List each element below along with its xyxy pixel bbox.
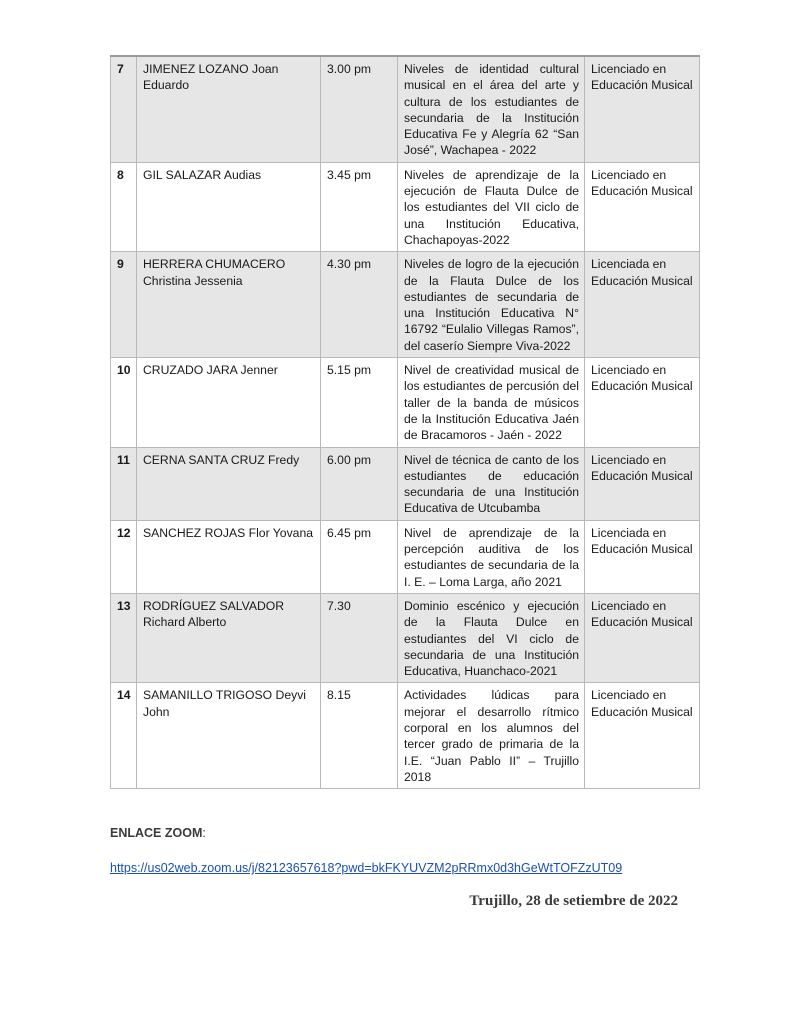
degree: Licenciado en Educación Musical [585, 162, 700, 251]
time-slot: 7.30 [321, 593, 398, 682]
student-name: HERRERA CHUMACERO Christina Jessenia [137, 252, 321, 358]
date-line: Trujillo, 28 de setiembre de 2022 [469, 893, 678, 909]
thesis-title: Niveles de identidad cultural musical en el área del arte y cultura de los estudiantes de secundaria de la Institución Educativa Fe y Alegría 62 “San José”, Wachapea - 2022 [398, 56, 585, 162]
table-row [111, 162, 700, 251]
table-row [111, 252, 700, 358]
row-number: 9 [111, 252, 137, 358]
student-name: CERNA SANTA CRUZ Fredy [137, 447, 321, 520]
zoom-heading-text: ENLACE ZOOM [110, 826, 203, 840]
table-row [111, 683, 700, 789]
thesis-title: Nivel de técnica de canto de los estudiantes de educación secundaria de una Institución Educativa de Utcubamba [398, 447, 585, 520]
table-row [111, 520, 700, 593]
time-slot: 5.15 pm [321, 358, 398, 447]
table-row [111, 593, 700, 682]
zoom-heading-colon: : [202, 826, 206, 840]
student-name: SAMANILLO TRIGOSO Deyvi John [137, 683, 321, 789]
thesis-title: Dominio escénico y ejecución de la Flauta Dulce en estudiantes del VI ciclo de secundaria de una Institución Educativa, Huanchaco-2021 [398, 593, 585, 682]
degree: Licenciado en Educación Musical [585, 56, 700, 162]
time-slot: 8.15 [321, 683, 398, 789]
time-slot: 3.45 pm [321, 162, 398, 251]
thesis-title: Niveles de logro de la ejecución de la Flauta Dulce de los estudiantes de secundaria de una Institución Educativa N° 16792 “Eulalio Villegas Ramos”, del caserío Siempre Viva-2022 [398, 252, 585, 358]
thesis-title: Nivel de creatividad musical de los estudiantes de percusión del taller de la banda de músicos de la Institución Educativa Jaén de Bracamoros - Jaén - 2022 [398, 358, 585, 447]
student-name: CRUZADO JARA Jenner [137, 358, 321, 447]
table-row [111, 447, 700, 520]
degree: Licenciado en Educación Musical [585, 593, 700, 682]
time-slot: 6.00 pm [321, 447, 398, 520]
row-number: 11 [111, 447, 137, 520]
table-row [111, 358, 700, 447]
thesis-title: Nivel de aprendizaje de la percepción auditiva de los estudiantes de secundaria de la I. E. – Loma Larga, año 2021 [398, 520, 585, 593]
student-name: GIL SALAZAR Audias [137, 162, 321, 251]
zoom-heading [110, 826, 206, 840]
degree: Licenciado en Educación Musical [585, 447, 700, 520]
degree: Licenciado en Educación Musical [585, 358, 700, 447]
thesis-title: Niveles de aprendizaje de la ejecución de Flauta Dulce de los estudiantes del VII ciclo de una Institución Educativa, Chachapoyas-2022 [398, 162, 585, 251]
row-number: 12 [111, 520, 137, 593]
degree: Licenciada en Educación Musical [585, 520, 700, 593]
row-number: 7 [111, 56, 137, 162]
student-name: SANCHEZ ROJAS Flor Yovana [137, 520, 321, 593]
time-slot: 4.30 pm [321, 252, 398, 358]
thesis-title: Actividades lúdicas para mejorar el desarrollo rítmico corporal en los alumnos del tercer grado de primaria de la I.E. “Juan Pablo II” – Trujillo 2018 [398, 683, 585, 789]
row-number: 8 [111, 162, 137, 251]
student-name: JIMENEZ LOZANO Joan Eduardo [137, 56, 321, 162]
student-name: RODRÍGUEZ SALVADOR Richard Alberto [137, 593, 321, 682]
table-row [111, 56, 700, 162]
degree: Licenciada en Educación Musical [585, 252, 700, 358]
row-number: 10 [111, 358, 137, 447]
row-number: 13 [111, 593, 137, 682]
degree: Licenciado en Educación Musical [585, 683, 700, 789]
row-number: 14 [111, 683, 137, 789]
time-slot: 3.00 pm [321, 56, 398, 162]
time-slot: 6.45 pm [321, 520, 398, 593]
zoom-link[interactable]: https://us02web.zoom.us/j/82123657618?pwd=bkFKYUVZM2pRRmx0d3hGeWtTOFZzUT09 [110, 861, 623, 875]
schedule-table [110, 55, 700, 789]
